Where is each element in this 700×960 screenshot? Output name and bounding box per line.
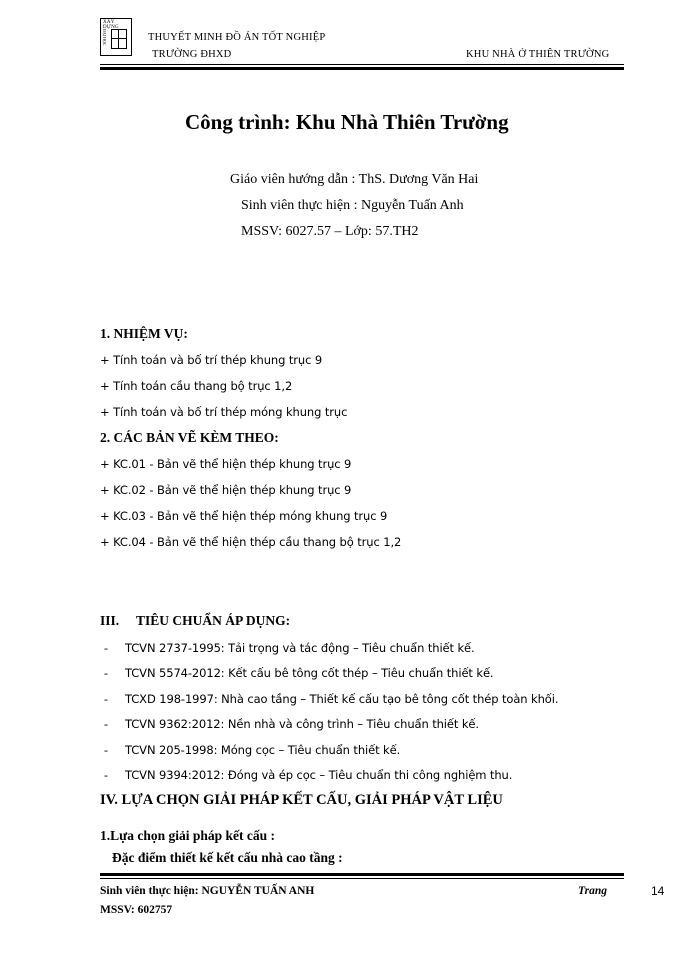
section3-heading-number: III. xyxy=(100,613,120,628)
bullet-dash: - xyxy=(104,768,108,782)
logo-emblem xyxy=(111,29,127,49)
section4-heading: IV. LỰA CHỌN GIẢI PHÁP KẾT CẤU, GIẢI PHÁP VẬT LIỆU xyxy=(100,792,503,808)
list-item: TCVN 5574-2012: Kết cấu bê tông cốt thép – Tiêu chuẩn thiết kế. xyxy=(125,666,494,680)
header-rule-thin xyxy=(100,64,624,65)
list-item: + KC.03 - Bản vẽ thể hiện thép móng khung trục 9 xyxy=(100,509,388,523)
list-item: + KC.04 - Bản vẽ thể hiện thép cầu thang bộ trục 1,2 xyxy=(100,535,402,549)
id-class-line: MSSV: 6027.57 – Lớp: 57.TH2 xyxy=(241,224,419,239)
advisor-line: Giáo viên hướng dẫn : ThS. Dương Văn Hai xyxy=(230,172,479,187)
footer-rule-thick xyxy=(100,873,624,876)
section1-heading: 1. NHIỆM VỤ: xyxy=(100,326,188,341)
section4-subheading-2: Đặc điểm thiết kế kết cấu nhà cao tầng : xyxy=(112,850,343,865)
university-logo xyxy=(100,18,132,56)
list-item: TCVN 9394:2012: Đóng và ép cọc – Tiêu chuẩn thi công nghiệm thu. xyxy=(125,768,513,782)
list-item: + KC.01 - Bản vẽ thể hiện thép khung trục 9 xyxy=(100,457,352,471)
section3-heading: TIÊU CHUẨN ÁP DỤNG: xyxy=(136,613,291,628)
logo-side-text: ĐẠI HỌC xyxy=(102,29,107,46)
header-rule-thick xyxy=(100,67,624,70)
header-thesis-title: THUYẾT MINH ĐỒ ÁN TỐT NGHIỆP xyxy=(148,32,326,43)
footer-rule-thin xyxy=(100,878,624,879)
bullet-dash: - xyxy=(104,743,108,757)
list-item: TCVN 9362:2012: Nền nhà và công trình – Tiêu chuẩn thiết kế. xyxy=(125,717,479,731)
bullet-dash: - xyxy=(104,641,108,655)
list-item: + Tính toán và bố trí thép khung trục 9 xyxy=(100,353,323,367)
page-title: Công trình: Khu Nhà Thiên Trường xyxy=(185,110,509,134)
footer-mssv: MSSV: 602757 xyxy=(100,904,173,916)
bullet-dash: - xyxy=(104,666,108,680)
bullet-dash: - xyxy=(104,692,108,706)
logo-text: XÂY DỰNG xyxy=(103,20,119,30)
student-line: Sinh viên thực hiện : Nguyễn Tuấn Anh xyxy=(241,198,464,213)
bullet-dash: - xyxy=(104,717,108,731)
list-item: + Tính toán và bố trí thép móng khung trục xyxy=(100,405,348,419)
list-item: + Tính toán cầu thang bộ trục 1,2 xyxy=(100,379,293,393)
list-item: TCXD 198-1997: Nhà cao tầng – Thiết kế cấu tạo bê tông cốt thép toàn khối. xyxy=(125,692,559,706)
list-item: TCVN 2737-1995: Tải trọng và tác động – Tiêu chuẩn thiết kế. xyxy=(125,641,475,655)
list-item: TCVN 205-1998: Móng cọc – Tiêu chuẩn thiết kế. xyxy=(125,743,401,757)
page-number: 14 xyxy=(651,884,665,898)
header-project: KHU NHÀ Ở THIÊN TRƯỜNG xyxy=(466,49,610,60)
header-university: TRƯỜNG ĐHXD xyxy=(152,49,232,60)
section2-heading: 2. CÁC BẢN VẼ KÈM THEO: xyxy=(100,430,279,445)
footer-student: Sinh viên thực hiện: NGUYỄN TUẤN ANH xyxy=(100,885,315,897)
section4-subheading: 1.Lựa chọn giải pháp kết cấu : xyxy=(100,828,276,843)
footer-page-label: Trang xyxy=(578,885,607,897)
list-item: + KC.02 - Bản vẽ thể hiện thép khung trục 9 xyxy=(100,483,352,497)
